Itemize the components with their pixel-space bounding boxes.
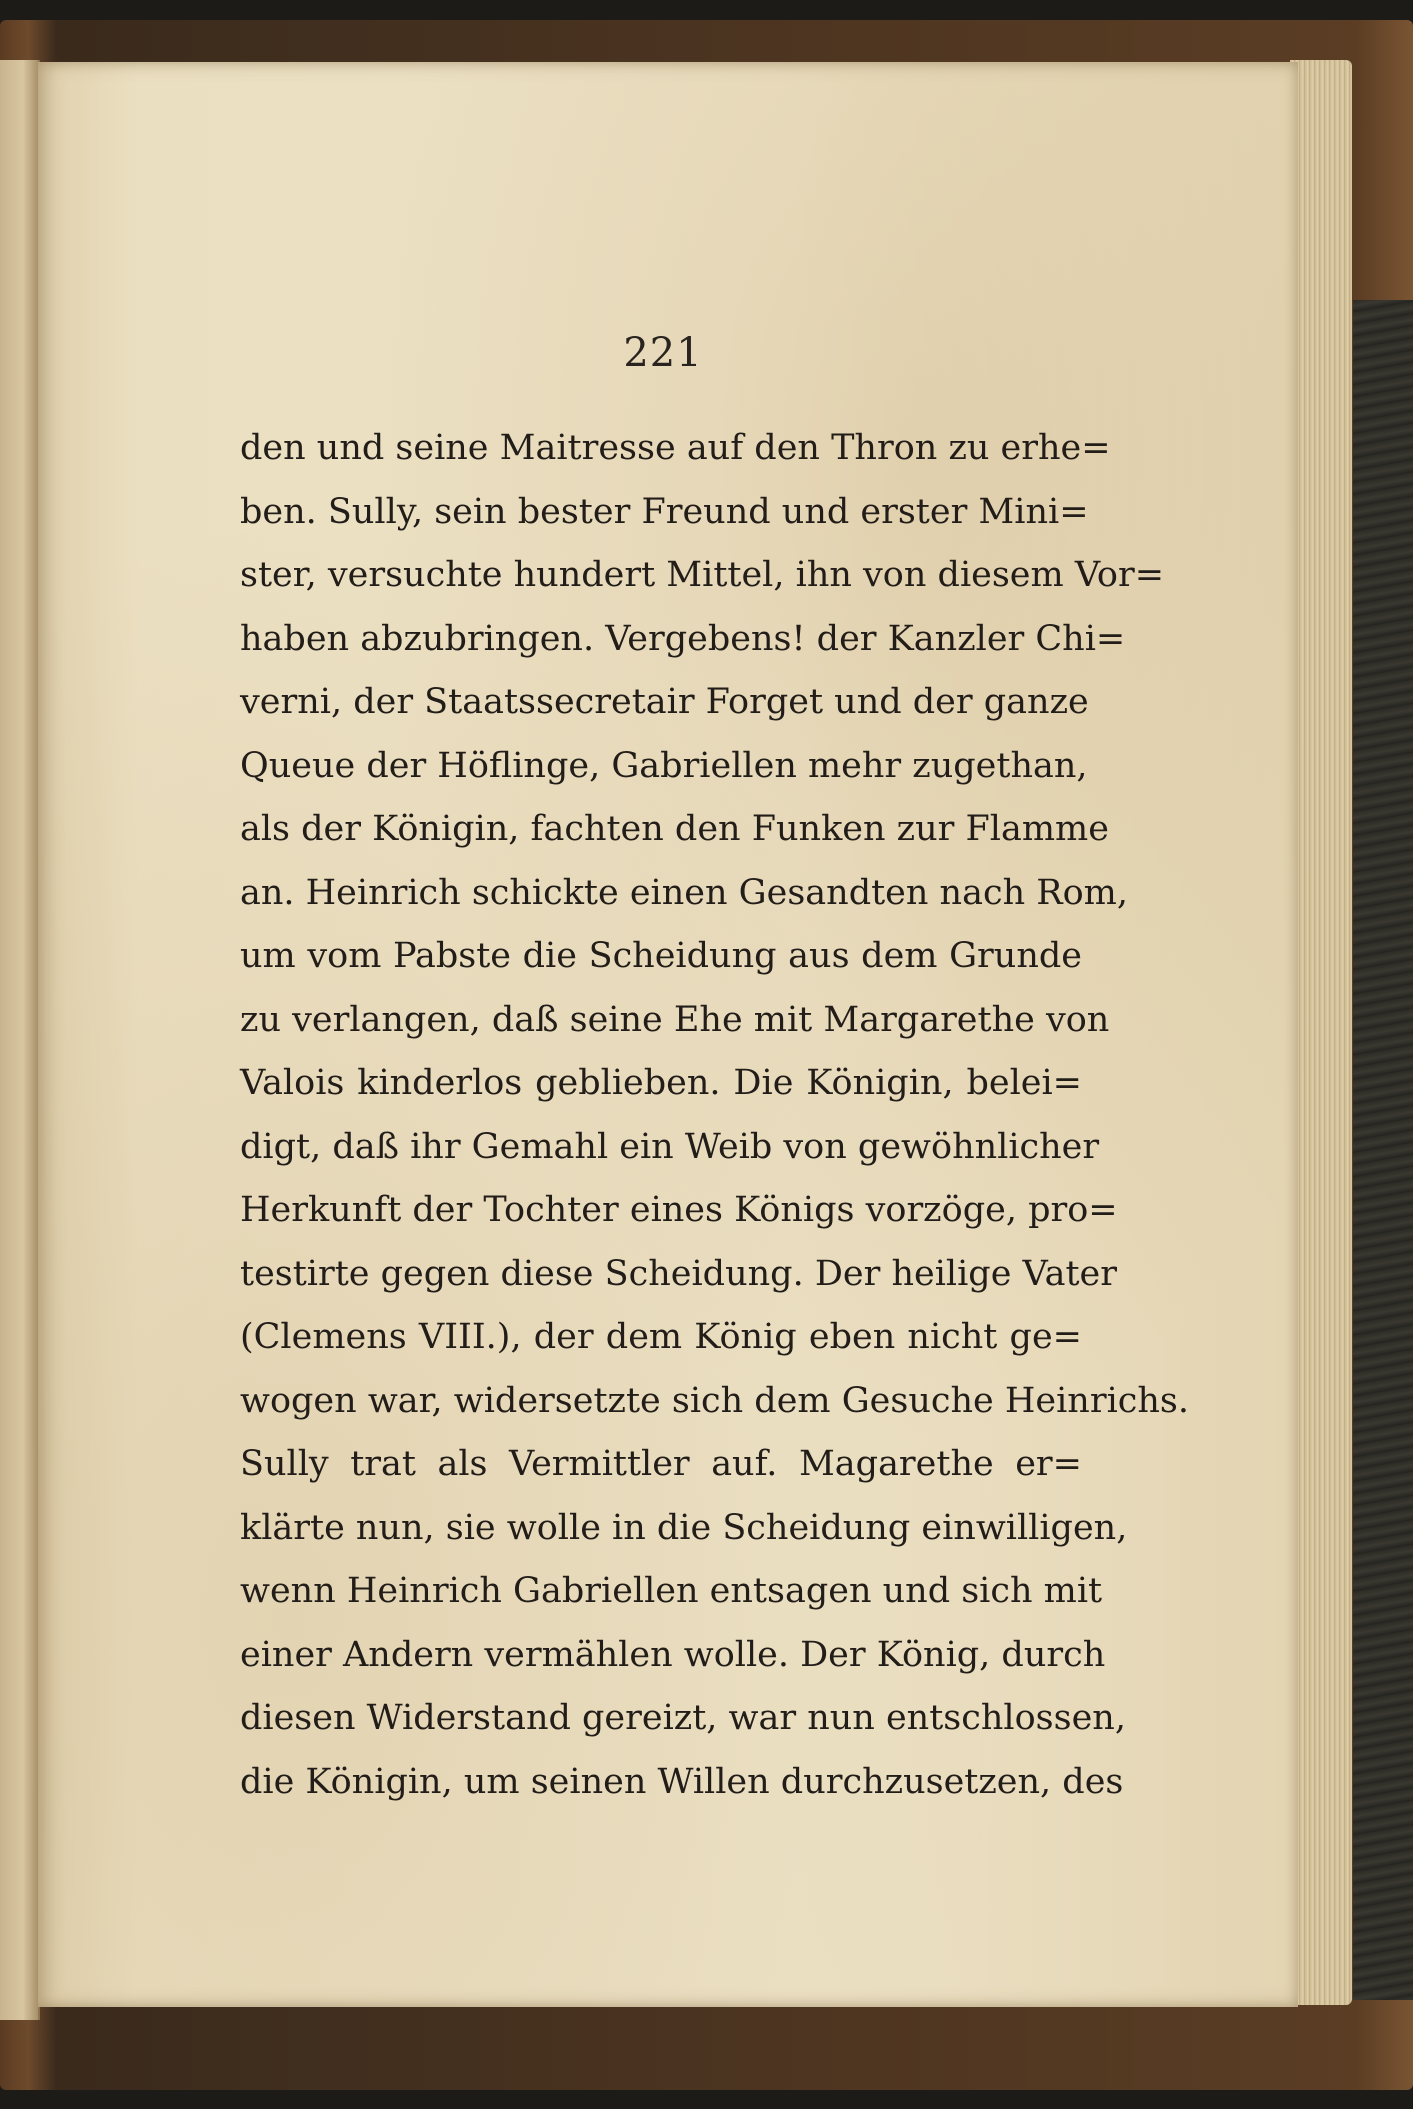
text-line: ben. Sully, sein bester Freund und erster Mini= <box>240 491 1089 532</box>
text-line: Queue der Höflinge, Gabriellen mehr zugethan, <box>240 745 1088 786</box>
text-line: zu verlangen, daß seine Ehe mit Margarethe von <box>240 999 1110 1040</box>
text-line: verni, der Staatssecretair Forget und der ganze <box>240 682 1089 722</box>
text-line: wogen war, widersetzte sich dem Gesuche Heinrichs. <box>240 1380 1189 1421</box>
text-line: haben abzubringen. Vergebens! der Kanzler Chi= <box>240 618 1126 659</box>
text-line: die Königin, um seinen Willen durchzusetzen, des <box>240 1761 1124 1802</box>
text-line: den und seine Maitresse auf den Thron zu erhe= <box>240 428 1111 468</box>
text-line: klärte nun, sie wolle in die Scheidung einwilligen, <box>240 1507 1128 1548</box>
text-line: (Clemens VIII.), der dem König eben nicht ge= <box>240 1317 1082 1357</box>
page-stack-edge <box>1290 60 1352 2005</box>
text-line: wenn Heinrich Gabriellen entsagen und sich mit <box>240 1571 1103 1611</box>
text-line: diesen Widerstand gereizt, war nun entschlossen, <box>240 1698 1126 1738</box>
cover-spine-edge <box>1353 300 1413 2000</box>
page-number: 221 <box>623 330 703 376</box>
text-line: ster, versuchte hundert Mittel, ihn von diesem Vor= <box>240 555 1165 595</box>
text-line: als der Königin, fachten den Funken zur Flamme <box>240 809 1109 849</box>
previous-page-edge <box>0 60 40 2020</box>
text-line: Sully trat als Vermittler auf. Magarethe er= <box>240 1444 1082 1484</box>
text-line: um vom Pabste die Scheidung aus dem Grunde <box>240 936 1082 976</box>
body-text <box>240 417 1189 1814</box>
text-line: Herkunft der Tochter eines Königs vorzöge, pro= <box>240 1190 1118 1230</box>
book-page <box>38 62 1298 2007</box>
text-line: einer Andern vermählen wolle. Der König, durch <box>240 1634 1106 1675</box>
text-line: Valois kinderlos geblieben. Die Königin, belei= <box>240 1063 1082 1103</box>
text-line: testirte gegen diese Scheidung. Der heilige Vater <box>240 1253 1117 1294</box>
text-line: an. Heinrich schickte einen Gesandten nach Rom, <box>240 872 1128 913</box>
text-line: digt, daß ihr Gemahl ein Weib von gewöhnlicher <box>240 1126 1100 1167</box>
